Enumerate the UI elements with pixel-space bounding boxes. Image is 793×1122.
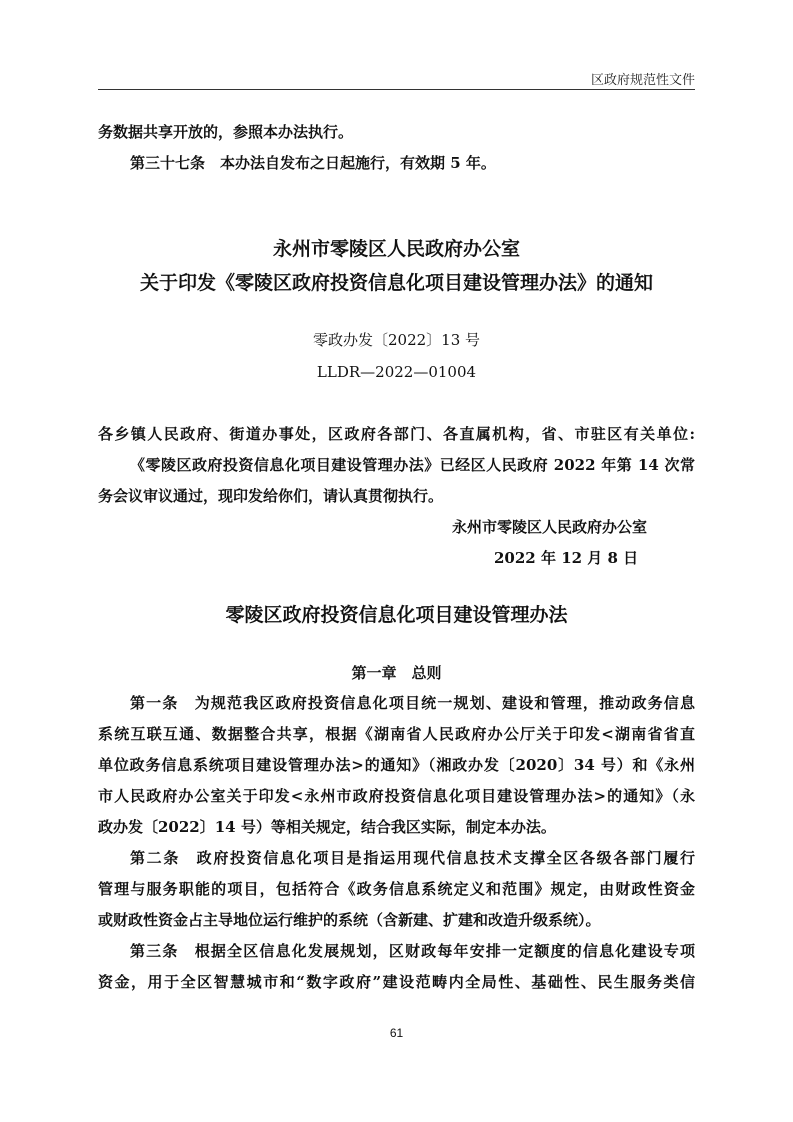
registration-number: LLDR—2022—01004 (316, 363, 477, 381)
notice-body-line-1: 《零陵区政府投资信息化项目建设管理办法》已经区人民政府 2022 年第 14 次常 (130, 456, 695, 474)
article-2-line: 管理与服务职能的项目，包括符合《政务信息系统定义和范围》规定，由财政性资金 (98, 880, 695, 898)
article-2-line: 或财政性资金占主导地位运行维护的系统（含新建、扩建和改造升级系统）。 (98, 911, 601, 929)
header-label: 区政府规范性文件 (590, 73, 695, 88)
article-1-line: 市人民政府办公室关于印发<永州市政府投资信息化项目建设管理办法>的通知》（永 (98, 787, 695, 805)
header-rule (98, 89, 695, 90)
issue-date: 2022 年 12 月 8 日 (494, 549, 639, 567)
article-2-line: 第二条 政府投资信息化项目是指运用现代信息技术支撑全区各级各部门履行 (130, 849, 695, 867)
article-3-line: 第三条 根据全区信息化发展规划，区财政每年安排一定额度的信息化建设专项 (130, 942, 695, 960)
article-1-line: 第一条 为规范我区政府投资信息化项目统一规划、建设和管理，推动政务信息 (130, 694, 695, 712)
notice-body-line-2: 务会议审议通过，现印发给你们，请认真贯彻执行。 (98, 487, 444, 505)
notice-title-line-2: 关于印发《零陵区政府投资信息化项目建设管理办法》的通知 (139, 272, 653, 294)
addressee: 各乡镇人民政府、街道办事处，区政府各部门、各直属机构，省、市驻区有关单位: (98, 425, 695, 443)
article-1-line: 政办发〔2022〕14 号）等相关规定，结合我区实际，制定本办法。 (98, 818, 556, 836)
chapter-1-heading: 第一章 总则 (351, 664, 442, 682)
article-1-line: 系统互联互通、数据整合共享，根据《湖南省人民政府办公厅关于印发<湖南省省直 (98, 725, 695, 743)
page-number: 61 (389, 1026, 404, 1040)
document-number: 零政办发〔2022〕13 号 (312, 331, 481, 349)
signature: 永州市零陵区人民政府办公室 (452, 518, 648, 536)
notice-title-line-1: 永州市零陵区人民政府办公室 (272, 238, 520, 260)
article-37: 第三十七条 本办法自发布之日起施行，有效期 5 年。 (130, 154, 496, 172)
article-1-line: 单位政务信息系统项目建设管理办法>的通知》（湘政办发〔2020〕34 号）和《永州 (98, 756, 695, 774)
intro-line-1: 务数据共享开放的，参照本办法执行。 (98, 123, 354, 141)
article-3-line: 资金，用于全区智慧城市和“数字政府”建设范畴内全局性、基础性、民生服务类信 (98, 973, 695, 991)
measures-title: 零陵区政府投资信息化项目建设管理办法 (225, 604, 568, 626)
